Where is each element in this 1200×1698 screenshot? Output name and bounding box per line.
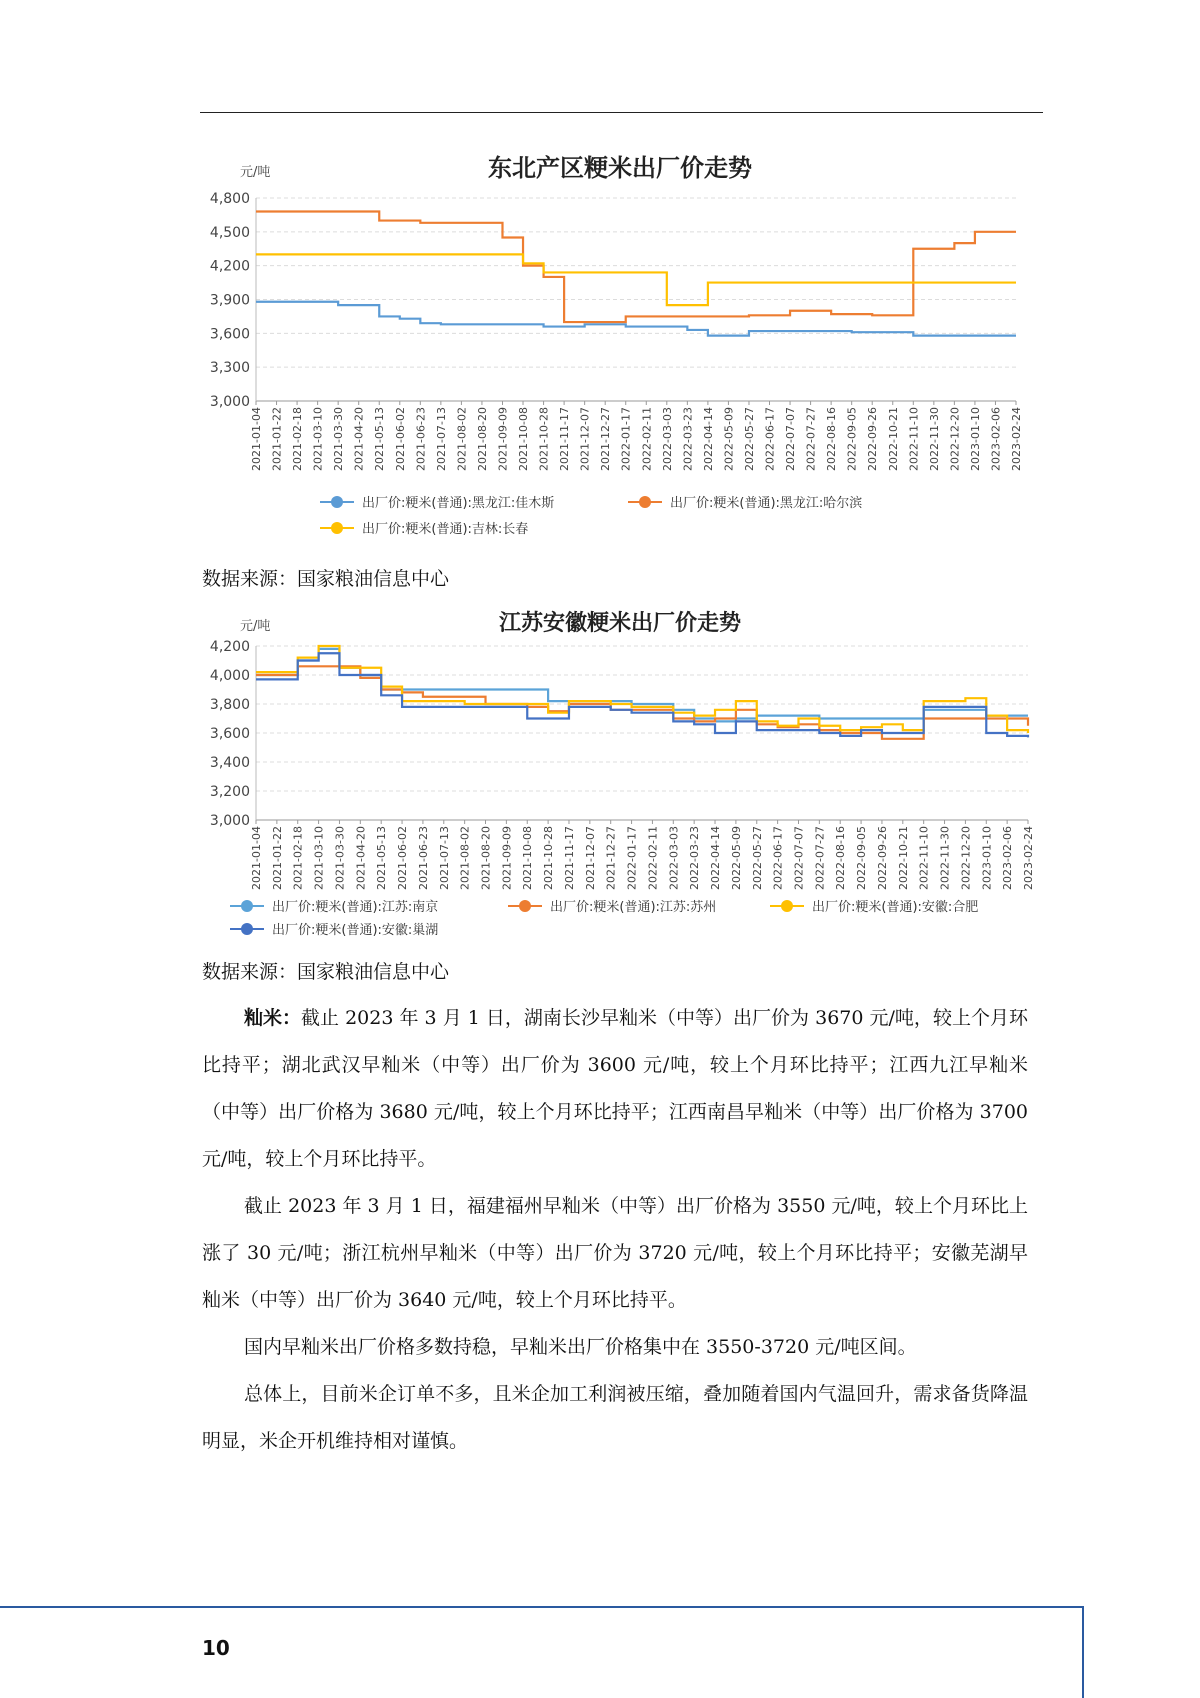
- x-tick-label: 2022-03-03: [660, 406, 674, 471]
- x-tick-label: 2021-10-08: [521, 826, 535, 890]
- x-tick-label: 2021-04-20: [352, 407, 366, 471]
- series-line: [256, 302, 1016, 336]
- x-tick-label: 2022-05-09: [729, 826, 743, 890]
- x-tick-label: 2021-04-20: [354, 826, 368, 890]
- source-caption-2: 数据来源：国家粮油信息中心: [202, 961, 450, 983]
- legend-swatch-marker: [519, 900, 531, 912]
- x-tick-label: 2022-01-17: [625, 826, 639, 890]
- legend-label: 出厂价:粳米(普通):安徽:合肥: [812, 900, 979, 915]
- x-tick-label: 2021-01-22: [270, 407, 284, 471]
- x-tick-label: 2021-08-02: [458, 826, 472, 890]
- y-tick-label: 3,900: [209, 292, 250, 309]
- y-axis-unit: 元/吨: [240, 619, 271, 634]
- x-tick-label: 2021-02-18: [291, 407, 305, 471]
- x-tick-label: 2021-06-02: [396, 826, 410, 890]
- x-tick-label: 2021-05-13: [373, 407, 387, 471]
- paragraph-lead: 籼米：: [244, 1007, 302, 1029]
- x-tick-label: 2021-01-22: [270, 826, 284, 890]
- x-tick-label: 2021-06-02: [393, 407, 407, 471]
- footer-rule: [0, 1606, 1082, 1608]
- x-tick-label: 2021-03-10: [312, 826, 326, 890]
- y-tick-label: 4,200: [209, 639, 250, 655]
- x-tick-label: 2022-11-30: [927, 407, 941, 471]
- x-tick-label: 2022-08-16: [834, 826, 848, 890]
- x-tick-label: 2022-01-17: [619, 407, 633, 471]
- x-tick-label: 2021-11-17: [562, 826, 576, 890]
- legend-swatch-marker: [331, 496, 343, 508]
- footer-vertical-rule: [1082, 1606, 1084, 1698]
- y-tick-label: 3,000: [209, 394, 250, 410]
- x-tick-label: 2021-07-13: [437, 826, 451, 890]
- y-tick-label: 3,600: [209, 326, 250, 343]
- paragraph-summary: 国内早籼米出厂价格多数持稳，早籼米出厂价格集中在 3550-3720 元/吨区间。: [244, 1336, 917, 1358]
- y-tick-label: 3,400: [209, 755, 250, 771]
- x-tick-label: 2022-10-21: [896, 826, 910, 890]
- x-tick-label: 2022-02-11: [640, 407, 654, 471]
- x-tick-label: 2021-10-28: [537, 407, 551, 471]
- y-tick-label: 4,500: [209, 224, 250, 241]
- header-rule: [200, 112, 1043, 113]
- x-tick-label: 2021-03-10: [311, 407, 325, 471]
- legend-label: 出厂价:粳米(普通):江苏:南京: [272, 900, 439, 915]
- chart-title: 江苏安徽粳米出厂价走势: [498, 611, 742, 636]
- y-axis-unit: 元/吨: [240, 165, 271, 180]
- x-tick-label: 2022-07-27: [804, 407, 818, 471]
- x-tick-label: 2022-06-17: [771, 826, 785, 890]
- x-tick-label: 2021-02-18: [291, 826, 305, 890]
- x-tick-label: 2022-05-09: [722, 407, 736, 471]
- series-line: [256, 646, 1028, 733]
- x-tick-label: 2023-02-24: [1010, 407, 1023, 471]
- x-tick-label: 2021-01-04: [250, 826, 263, 890]
- x-tick-label: 2023-01-10: [980, 826, 994, 890]
- x-tick-label: 2022-09-26: [875, 826, 889, 890]
- paragraph-indica-2: 截止 2023 年 3 月 1 日，福建福州早籼米（中等）出厂价格为 3550 元/吨，较上个月环比上涨了 30 元/吨；浙江杭州早籼米（中等）出厂价为 3720 元/吨，较上个月环比持平；安徽芜湖早籼米（中等）出厂价为 3640 元/吨，较上个月环比持平。: [202, 1195, 1028, 1311]
- page-number: 10: [202, 1636, 230, 1660]
- y-tick-label: 3,600: [209, 726, 250, 742]
- legend-label: 出厂价:粳米(普通):黑龙江:佳木斯: [362, 496, 555, 511]
- x-tick-label: 2022-09-05: [845, 407, 859, 471]
- x-tick-label: 2021-05-13: [375, 826, 389, 890]
- x-tick-label: 2022-07-07: [792, 826, 806, 890]
- x-tick-label: 2022-03-23: [688, 826, 702, 890]
- x-tick-label: 2021-10-28: [542, 826, 556, 890]
- x-tick-label: 2022-02-11: [646, 826, 660, 890]
- x-tick-label: 2022-09-05: [855, 826, 869, 890]
- y-tick-label: 3,800: [209, 697, 250, 713]
- y-tick-label: 4,200: [209, 258, 250, 275]
- x-tick-label: 2021-06-23: [416, 826, 430, 890]
- chart-jiangsu-anhui-svg: [200, 604, 1040, 942]
- x-tick-label: 2022-05-27: [742, 407, 756, 471]
- x-tick-label: 2022-04-14: [701, 407, 715, 471]
- x-tick-label: 2021-08-20: [479, 826, 493, 890]
- x-tick-label: 2022-07-07: [784, 407, 798, 471]
- x-tick-label: 2021-06-23: [414, 407, 428, 471]
- series-line: [256, 666, 1028, 739]
- paragraph-text: 截止 2023 年 3 月 1 日，湖南长沙早籼米（中等）出厂价为 3670 元/吨，较上个月环比持平；湖北武汉早籼米（中等）出厂价为 3600 元/吨，较上个月环比持平；江西九江早籼米（中等）出厂价格为 3680 元/吨，较上个月环比持平；江西南昌早籼米（中等）出厂价格为 3700 元/吨，较上个月环比持平。: [202, 1007, 1028, 1170]
- x-tick-label: 2022-11-10: [907, 407, 921, 471]
- x-tick-label: 2021-07-13: [434, 407, 448, 471]
- x-tick-label: 2022-12-20: [959, 826, 973, 890]
- x-tick-label: 2022-11-10: [917, 826, 931, 890]
- x-tick-label: 2022-05-27: [750, 826, 764, 890]
- legend-label: 出厂价:粳米(普通):黑龙江:哈尔滨: [670, 496, 863, 511]
- chart-jiangsu-anhui: [200, 604, 1040, 942]
- x-tick-label: 2022-12-20: [948, 407, 962, 471]
- x-tick-label: 2022-07-27: [813, 826, 827, 890]
- x-tick-label: 2021-12-27: [599, 407, 613, 471]
- paragraph-outlook: 总体上，目前米企订单不多，且米企加工利润被压缩，叠加随着国内气温回升，需求备货降温明显，米企开机维持相对谨慎。: [202, 1383, 1028, 1452]
- legend-swatch-marker: [331, 522, 343, 534]
- y-tick-label: 4,800: [209, 191, 250, 207]
- x-tick-label: 2022-03-23: [681, 406, 695, 471]
- x-tick-label: 2021-10-08: [517, 407, 531, 471]
- x-tick-label: 2021-01-04: [250, 407, 263, 471]
- legend-label: 出厂价:粳米(普通):吉林:长春: [362, 522, 529, 537]
- paragraph-indica-1: [202, 995, 1028, 1183]
- x-tick-label: 2022-10-21: [886, 407, 900, 471]
- x-tick-label: 2021-09-09: [496, 407, 510, 471]
- legend-swatch-marker: [241, 900, 253, 912]
- x-tick-label: 2022-11-30: [938, 826, 952, 890]
- legend-swatch-marker: [241, 923, 253, 935]
- chart-title: 东北产区粳米出厂价走势: [488, 154, 752, 182]
- x-tick-label: 2023-02-06: [1001, 826, 1015, 890]
- chart-northeast: [200, 140, 1040, 540]
- x-tick-label: 2021-03-30: [333, 826, 347, 890]
- legend-label: 出厂价:粳米(普通):江苏:苏州: [550, 900, 717, 915]
- x-tick-label: 2023-02-06: [989, 407, 1003, 471]
- x-tick-label: 2021-08-20: [475, 407, 489, 471]
- y-tick-label: 3,200: [209, 784, 250, 800]
- legend-swatch-marker: [639, 496, 651, 508]
- x-tick-label: 2022-06-17: [763, 407, 777, 471]
- series-line: [256, 254, 1016, 305]
- x-tick-label: 2022-04-14: [709, 826, 723, 890]
- x-tick-label: 2023-02-24: [1022, 826, 1035, 890]
- chart-northeast-svg: [200, 140, 1040, 540]
- y-tick-label: 3,300: [209, 360, 250, 377]
- y-tick-label: 4,000: [209, 668, 250, 684]
- x-tick-label: 2021-12-07: [578, 407, 592, 471]
- legend-swatch-marker: [781, 900, 793, 912]
- y-tick-label: 3,000: [209, 813, 250, 829]
- source-caption-1: 数据来源：国家粮油信息中心: [202, 568, 450, 590]
- x-tick-label: 2022-08-16: [825, 407, 839, 471]
- legend-label: 出厂价:粳米(普通):安徽:巢湖: [272, 923, 439, 938]
- x-tick-label: 2021-08-02: [455, 407, 469, 471]
- x-tick-label: 2021-09-09: [500, 826, 514, 890]
- x-tick-label: 2023-01-10: [968, 407, 982, 471]
- x-tick-label: 2021-11-17: [558, 407, 572, 471]
- x-tick-label: 2022-09-26: [866, 407, 880, 471]
- x-tick-label: 2022-03-03: [667, 826, 681, 890]
- x-tick-label: 2021-03-30: [332, 407, 346, 471]
- x-tick-label: 2021-12-07: [583, 826, 597, 890]
- series-line: [256, 653, 1028, 737]
- x-tick-label: 2021-12-27: [604, 826, 618, 890]
